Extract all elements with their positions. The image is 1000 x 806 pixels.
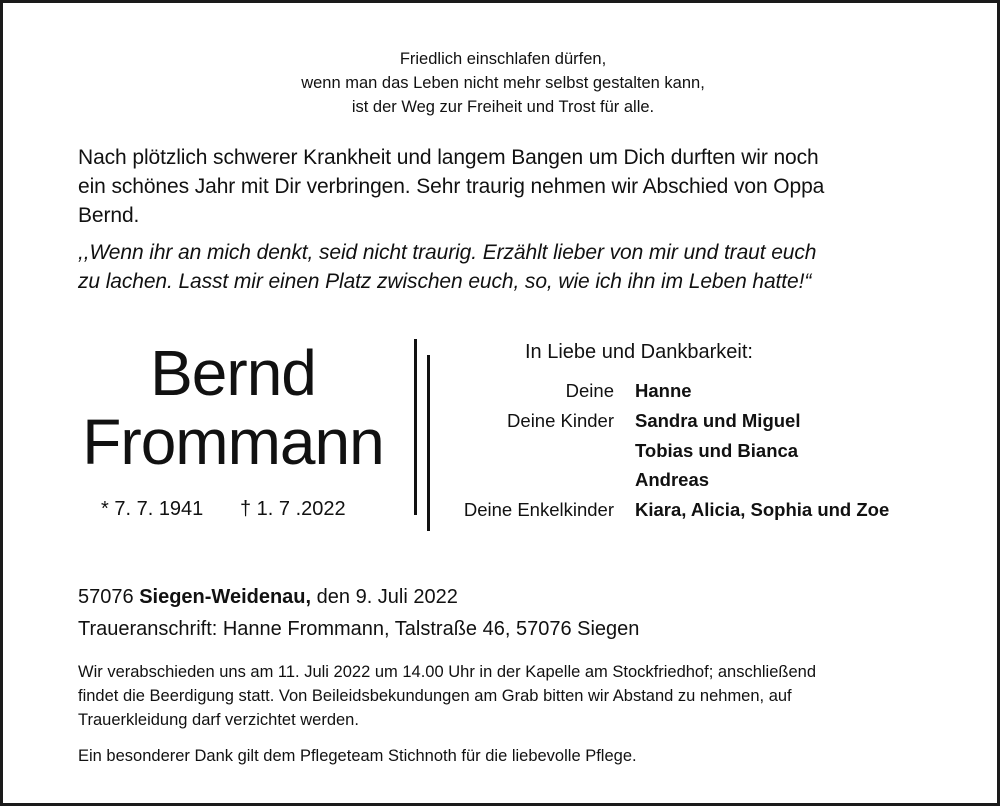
quote-line: zu lachen. Lasst mir einen Platz zwischen euch, so, wie ich ihn im Leben hatte!“ — [78, 270, 812, 293]
notice-line: Trauerkleidung darf verzichtet werden. — [78, 711, 359, 729]
city: Siegen-Weidenau, — [139, 586, 312, 608]
family-names: Andreas — [635, 469, 710, 490]
family-label: Deine Kinder — [507, 410, 614, 431]
family-names: Kiara, Alicia, Sophia und Zoe — [635, 499, 890, 520]
quote — [78, 238, 948, 296]
birth-date: * 7. 7. 1941 — [101, 498, 204, 520]
death-date: † 1. 7 .2022 — [240, 498, 346, 520]
divider-line — [427, 355, 430, 531]
family-names: Hanne — [635, 380, 692, 401]
mourning-address: Traueranschrift: Hanne Frommann, Talstraße 46, 57076 Siegen — [78, 618, 640, 640]
announcement-date: den 9. Juli 2022 — [316, 586, 458, 608]
deceased-last-name: Frommann — [82, 406, 384, 478]
notice-line: Wir verabschieden uns am 11. Juli 2022 um 14.00 Uhr in der Kapelle am Stockfriedhof; anschließend — [78, 663, 817, 681]
deceased-first-name: Bernd — [150, 337, 316, 409]
intro-line: ein schönes Jahr mit Dir verbringen. Sehr traurig nehmen wir Abschied von Oppa — [78, 175, 825, 198]
family-label: Deine — [565, 380, 614, 401]
thanks-note: Ein besonderer Dank gilt dem Pflegeteam Stichnoth für die liebevolle Pflege. — [78, 747, 637, 765]
family-names: Tobias und Bianca — [635, 440, 799, 461]
intro-line: Nach plötzlich schwerer Krankheit und langem Bangen um Dich durften wir noch — [78, 146, 819, 169]
family-names: Sandra und Miguel — [635, 410, 801, 431]
intro-text — [78, 143, 938, 230]
family-heading: In Liebe und Dankbarkeit: — [525, 341, 753, 363]
intro-line: Bernd. — [78, 204, 140, 227]
notice-line: findet die Beerdigung statt. Von Beileidsbekundungen am Grab bitten wir Abstand zu nehmen, auf — [78, 687, 792, 705]
poem-line: wenn man das Leben nicht mehr selbst gestalten kann, — [301, 74, 705, 92]
divider-line — [414, 339, 417, 515]
postcode: 57076 — [78, 586, 134, 608]
poem-line: Friedlich einschlafen dürfen, — [399, 50, 607, 68]
poem-line: ist der Weg zur Freiheit und Trost für alle. — [351, 98, 655, 116]
funeral-notice — [78, 660, 928, 732]
quote-line: ,,Wenn ihr an mich denkt, seid nicht traurig. Erzählt lieber von mir und traut euch — [78, 241, 817, 264]
poem — [3, 47, 1000, 119]
place-date-line — [78, 585, 458, 609]
family-label: Deine Enkelkinder — [463, 499, 614, 520]
